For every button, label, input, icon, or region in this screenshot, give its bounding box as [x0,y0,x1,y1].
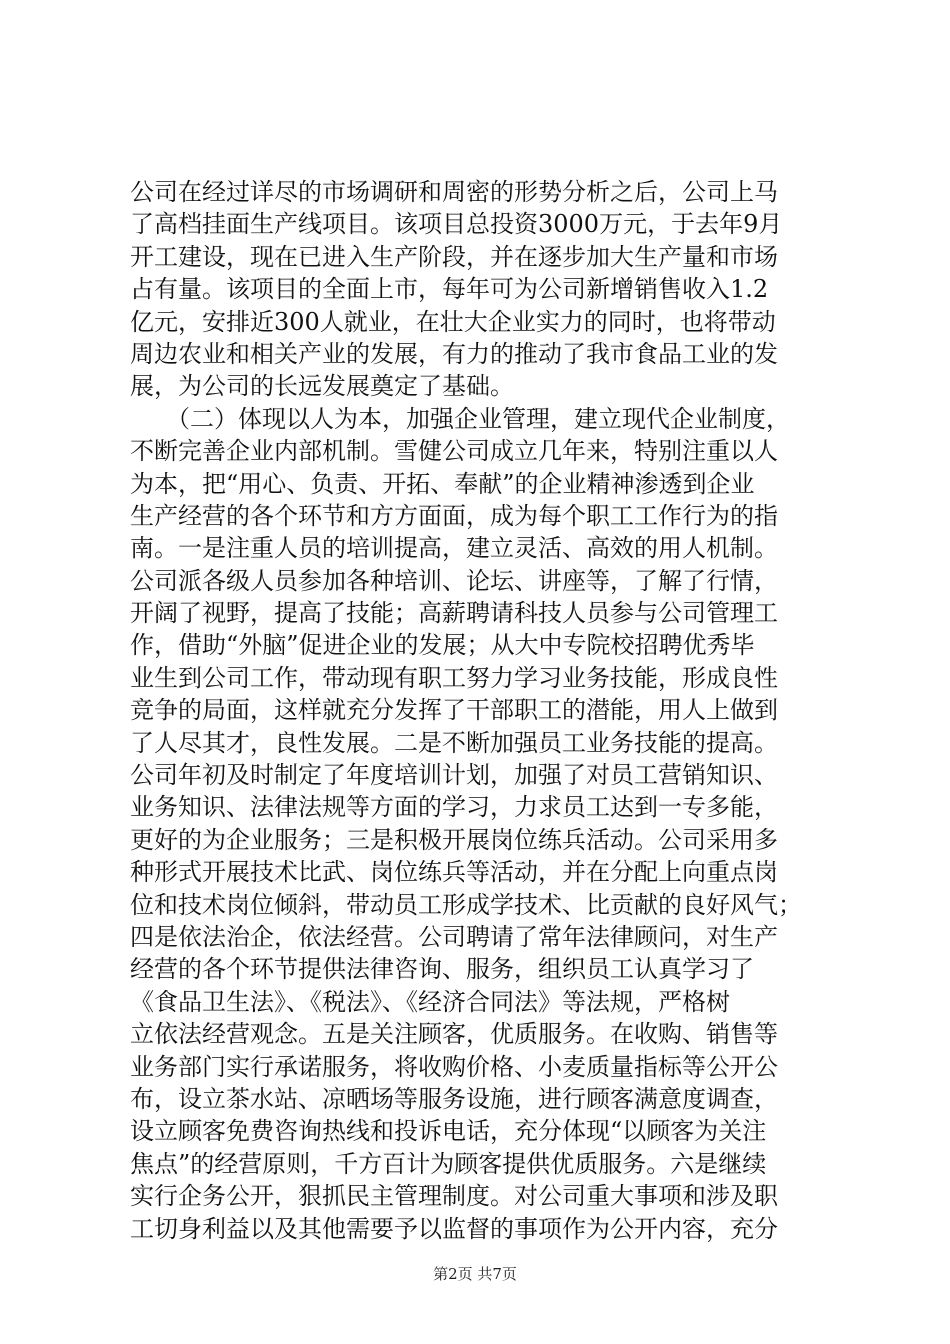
text-line: 不断完善企业内部机制。雪健公司成立几年来，特别注重以人 [130,437,778,466]
text-line: 焦点”的经营原则，千方百计为顾客提供优质服务。六是继续 [130,1149,767,1178]
text-line: 了人尽其才，良性发展。二是不断加强员工业务技能的提高。 [130,728,778,757]
text-line: 经营的各个环节提供法律咨询、服务，组织员工认真学习了 [130,955,754,984]
text-line: 业务部门实行承诺服务，将收购价格、小麦质量指标等公开公 [130,1052,778,1081]
text-line: 工切身利益以及其他需要予以监督的事项作为公开内容，充分 [130,1214,778,1243]
text-line: 实行企务公开，狠抓民主管理制度。对公司重大事项和涉及职 [130,1182,778,1211]
text-line: 《食品卫生法》、《税法》、《经济合同法》等法规，严格树 [130,987,730,1016]
text-line: 四是依法治企，依法经营。公司聘请了常年法律顾问，对生产 [130,922,778,951]
text-line: 立依法经营观念。五是关注顾客，优质服务。在收购、销售等 [130,1020,778,1049]
text-line: 开工建设，现在已进入生产阶段，并在逐步加大生产量和市场 [130,242,778,271]
text-line: 周边农业和相关产业的发展，有力的推动了我市食品工业的发 [130,339,778,368]
text-line: 位和技术岗位倾斜，带动员工形成学技术、比贡献的良好风气； [130,890,802,919]
text-line: 更好的为企业服务；三是积极开展岗位练兵活动。公司采用多 [130,825,778,854]
text-line: 业生到公司工作，带动现有职工努力学习业务技能，形成良性 [130,663,778,692]
text-line: 公司在经过详尽的市场调研和周密的形势分析之后，公司上马 [130,178,778,206]
text-line: 竞争的局面，这样就充分发挥了干部职工的潜能，用人上做到 [130,696,778,725]
text-line: 种形式开展技术比武、岗位练兵等活动，并在分配上向重点岗 [130,858,778,887]
text-line: 亿元，安排近300人就业，在壮大企业实力的同时，也将带动 [130,307,776,336]
text-line: 展，为公司的长远发展奠定了基础。 [130,372,514,401]
text-line: 占有量。该项目的全面上市，每年可为公司新增销售收入1.2 [130,275,769,304]
text-line: 设立顾客免费咨询热线和投诉电话，充分体现“以顾客为关注 [130,1117,767,1146]
text-line: 公司年初及时制定了年度培训计划，加强了对员工营销知识、 [130,761,778,790]
text-line: 为本，把“用心、负责、开拓、奉献”的企业精神渗透到企业 [130,469,755,498]
text-line: 南。一是注重人员的培训提高，建立灵活、高效的用人机制。 [130,534,778,563]
page-number: 第2页 共7页 [433,1265,517,1283]
text-line: （二）体现以人为本，加强企业管理，建立现代企业制度， [130,404,790,433]
text-line: 作，借助“外脑”促进企业的发展；从大中专院校招聘优秀毕 [130,631,755,660]
text-line: 布，设立茶水站、凉晒场等服务设施，进行顾客满意度调查， [130,1084,778,1113]
body-text [130,176,830,1245]
text-line: 了高档挂面生产线项目。该项目总投资3000万元，于去年9月 [130,210,783,239]
text-line: 生产经营的各个环节和方方面面，成为每个职工工作行为的指 [130,501,778,530]
text-line: 开阔了视野，提高了技能；高薪聘请科技人员参与公司管理工 [130,599,778,628]
text-line: 业务知识、法律法规等方面的学习，力求员工达到一专多能， [130,793,778,822]
text-line: 公司派各级人员参加各种培训、论坛、讲座等，了解了行情， [130,566,778,595]
